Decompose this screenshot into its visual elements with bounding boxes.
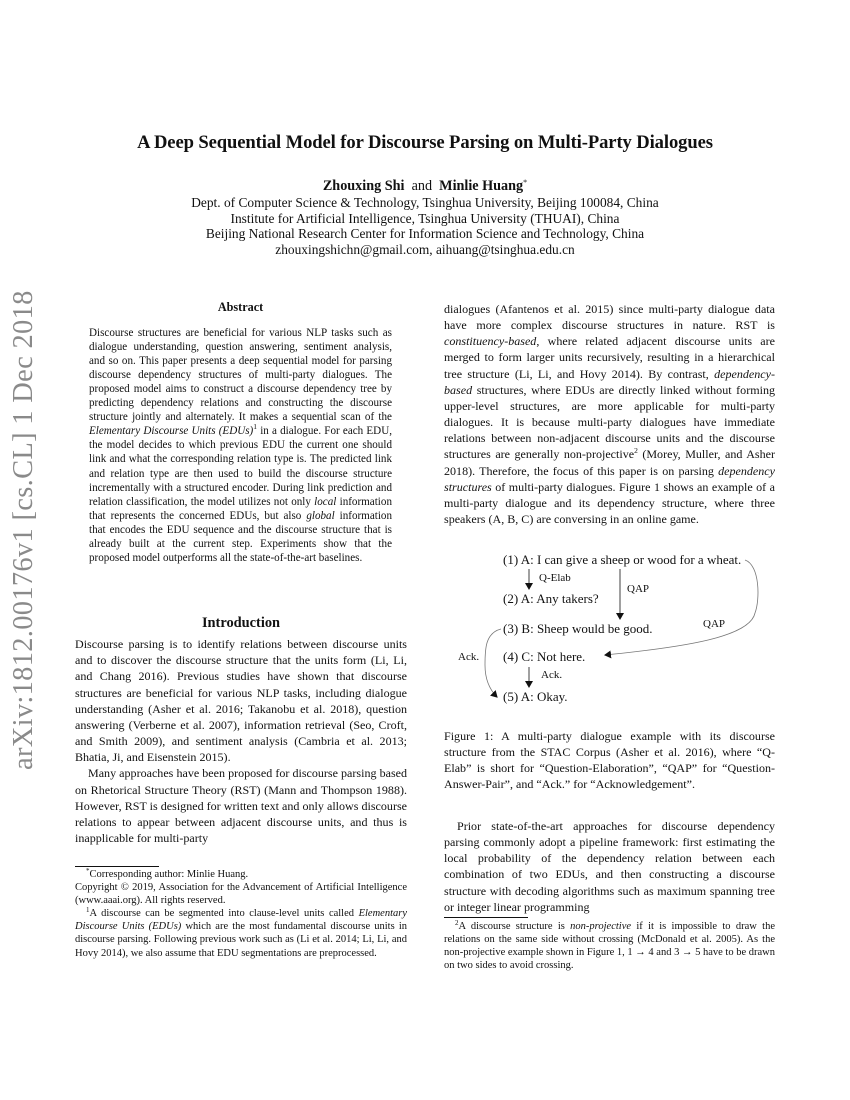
- right-paragraph-1: [444, 301, 775, 527]
- text-part: of multi-party dialogues. Figure 1 shows an example of a multi-party dialogue and its dependency structure, where three speakers (A, B, C) are conversing in an online game.: [444, 479, 775, 527]
- figure-1-caption: Figure 1: A multi-party dialogue example with its discourse structure from the STAC Corpus (Asher et al. 2016), where “Q-Elab” is short for “Question-Elaboration”, “QAP” for “Question-Answer-Pair”, and “Ack.” for “Acknowledgement”.: [444, 729, 775, 792]
- footnote-ref-1[interactable]: 1: [253, 422, 257, 432]
- relation-label-q-elab: Q-Elab: [539, 572, 571, 584]
- footnote-text: Corresponding author: Minlie Huang.: [89, 869, 249, 880]
- footnote-text: which are the most fundamental discourse units in discourse parsing. Following previous work such as (Li et al. 2014; Li, Li, and Hovy 2014), we also assume that EDU segmentations are preprocessed.: [75, 921, 408, 959]
- footnote-mark: *: [86, 867, 90, 875]
- utterance-5: (5) A: Okay.: [503, 689, 568, 704]
- abstract-italic-term: Elementary Discourse Units (EDUs): [89, 425, 254, 438]
- footnote-2: [444, 920, 775, 972]
- utterance-4: (4) C: Not here.: [503, 649, 586, 664]
- arxiv-stamp: arXiv:1812.00176v1 [cs.CL] 1 Dec 2018: [8, 290, 39, 770]
- intro-paragraph-2: Many approaches have been proposed for discourse parsing based on Rhetorical Structure Theory (RST) (Mann and Thompson 1988). However, RST is designed for written text and only allows discourse relations to appear between adjacent discourse units, and thus is inapplicable for multi-party: [75, 766, 407, 846]
- text-part: (Morey, Muller, and Asher 2018). Therefore, the focus of this paper is on parsing: [444, 447, 775, 478]
- author-names: [0, 179, 850, 195]
- right-column-text: [444, 301, 775, 527]
- abstract-text-part: Discourse structures are beneficial for various NLP tasks such as dialogue understanding, question answering, sentiment analysis, and so on. This paper presents a deep sequential model for parsing discourse dependency structures of multi-party dialogues. The proposed model aims to construct a discourse dependency tree by predicting dependency relations and constructing the discourse structure jointly and alternately. It makes a sequential scan of the: [89, 327, 392, 424]
- introduction-section: [75, 615, 407, 846]
- footnote-1: [75, 907, 407, 959]
- text-part: structures, where EDUs are directly linked without forming upper-level structures, are more applicable for multi-party dialogues. It is because multi-party dialogues have immediate relations between non-adjacent discourse units and the discourse structures are generally non-projective: [444, 382, 775, 462]
- footnote-rule-right: [444, 917, 528, 918]
- footnote-text: A discourse structure is: [458, 921, 571, 932]
- italic-term: constituency-based: [444, 334, 537, 349]
- footnotes-right: [444, 920, 775, 972]
- utterance-3: (3) B: Sheep would be good.: [503, 621, 653, 636]
- relation-label-ack-4-5: Ack.: [541, 669, 563, 681]
- affiliation-3: Beijing National Research Center for Information Science and Technology, China: [205, 226, 645, 242]
- abstract-text-part: information that represents the concerned EDUs, but also: [89, 495, 392, 522]
- footnote-italic: non-projective: [570, 921, 632, 932]
- abstract-text: [89, 326, 392, 565]
- footnote-mark: 1: [86, 906, 90, 915]
- author-block: [0, 179, 850, 258]
- abstract-italic-global: global: [306, 509, 335, 522]
- author-emails: zhouxingshichn@gmail.com, aihuang@tsinghua.edu.cn: [275, 242, 575, 258]
- abstract-text-part: information that encodes the EDU sequence and the discourse structure that is already built at the current step. Experiments show that the proposed model outperforms all the state-of-the-art baselines.: [89, 509, 392, 564]
- italic-term: dependency structures: [444, 463, 775, 494]
- author-conjunction: and: [411, 178, 433, 194]
- figure-1: [455, 545, 775, 715]
- abstract-italic-local: local: [314, 495, 337, 508]
- abstract-text-part: in a dialogue. For each EDU, the model decides to which previous EDU the current one should link and what the corresponding relation type is. The predicted link and relation type are then used to build the discourse structure incrementally with a structured encoder. During link prediction and relation classification, the model utilizes not only: [89, 425, 392, 508]
- abstract-section: [89, 300, 392, 565]
- intro-paragraph-1: Discourse parsing is to identify relations between discourse units and to discover the discourse structure that the units form (Li, Li, and Chang 2016). Previous studies have shown that discourse structures are beneficial for various NLP tasks, including dialogue understanding (Asher et al. 2016; Takanobu et al. 2018), question answering (Verberne et al. 2007), information retrieval (Seo, Croft, and Smith 2009), and sentiment analysis (Cambria et al. 2013; Bhatia, Ji, and Eisenstein 2015).: [75, 637, 407, 765]
- author-2: Minlie Huang: [439, 178, 524, 194]
- italic-term: dependency-based: [444, 366, 775, 397]
- relation-label-qap-1-4: QAP: [703, 618, 726, 630]
- footnotes-left: [75, 868, 407, 960]
- affiliation-1: Dept. of Computer Science & Technology, Tsinghua University, Beijing 100084, China: [191, 194, 659, 210]
- abstract-heading: Abstract: [217, 300, 264, 314]
- corresponding-mark: *: [523, 178, 528, 187]
- footnote-text: A discourse can be segmented into clause-level units called: [89, 908, 359, 920]
- relation-label-ack-3-5: Ack.: [458, 651, 480, 663]
- author-1: Zhouxing Shi: [322, 178, 405, 194]
- introduction-heading: Introduction: [201, 615, 281, 631]
- text-part: , where related adjacent discourse units are merged to form larger units recursively, resulting in a hierarchical tree structure (Li, Li, and Hovy 2014). By contrast,: [444, 334, 775, 381]
- footnote-ref-2[interactable]: 2: [634, 446, 638, 456]
- footnote-corresponding: [75, 868, 407, 881]
- utterance-1: (1) A: I can give a sheep or wood for a wheat.: [503, 552, 742, 567]
- copyright-notice: Copyright © 2019, Association for the Advancement of Artificial Intelligence (www.aaai.org). All rights reserved.: [75, 882, 407, 907]
- affiliation-2: Institute for Artificial Intelligence, Tsinghua University (THUAI), China: [230, 210, 620, 226]
- relation-label-qap-1-3: QAP: [627, 583, 650, 595]
- relation-arrows: [455, 545, 775, 715]
- right-paragraph-2: Prior state-of-the-art approaches for discourse dependency parsing commonly adopt a pipeline framework: first estimating the local probability of the dependency relation between each combination of two EDUs, and then constructing a discourse structure with decoding algorithms such as maximum spanning tree or integer linear programming: [444, 819, 775, 914]
- paper-title: A Deep Sequential Model for Discourse Parsing on Multi-Party Dialogues: [137, 132, 713, 153]
- utterance-2: (2) A: Any takers?: [503, 591, 599, 606]
- footnote-italic: Elementary Discourse Units (EDUs): [75, 908, 407, 933]
- footnote-text: if it is impossible to draw the relations on the same side without crossing (McDonald et al. 2005). As the non-projective example shown in Figure 1, 1 → 4 and 3 → 5 have to be drawn on two sides to avoid crossing.: [444, 921, 775, 972]
- right-column-text-2: [444, 818, 775, 915]
- text-part: dialogues (Afantenos et al. 2015) since multi-party dialogue data have more complex discourse structures in nature. RST is: [444, 302, 775, 333]
- footnote-mark: 2: [455, 919, 459, 927]
- arrow-3-to-5: [485, 629, 501, 697]
- arrow-1-to-4: [605, 560, 758, 655]
